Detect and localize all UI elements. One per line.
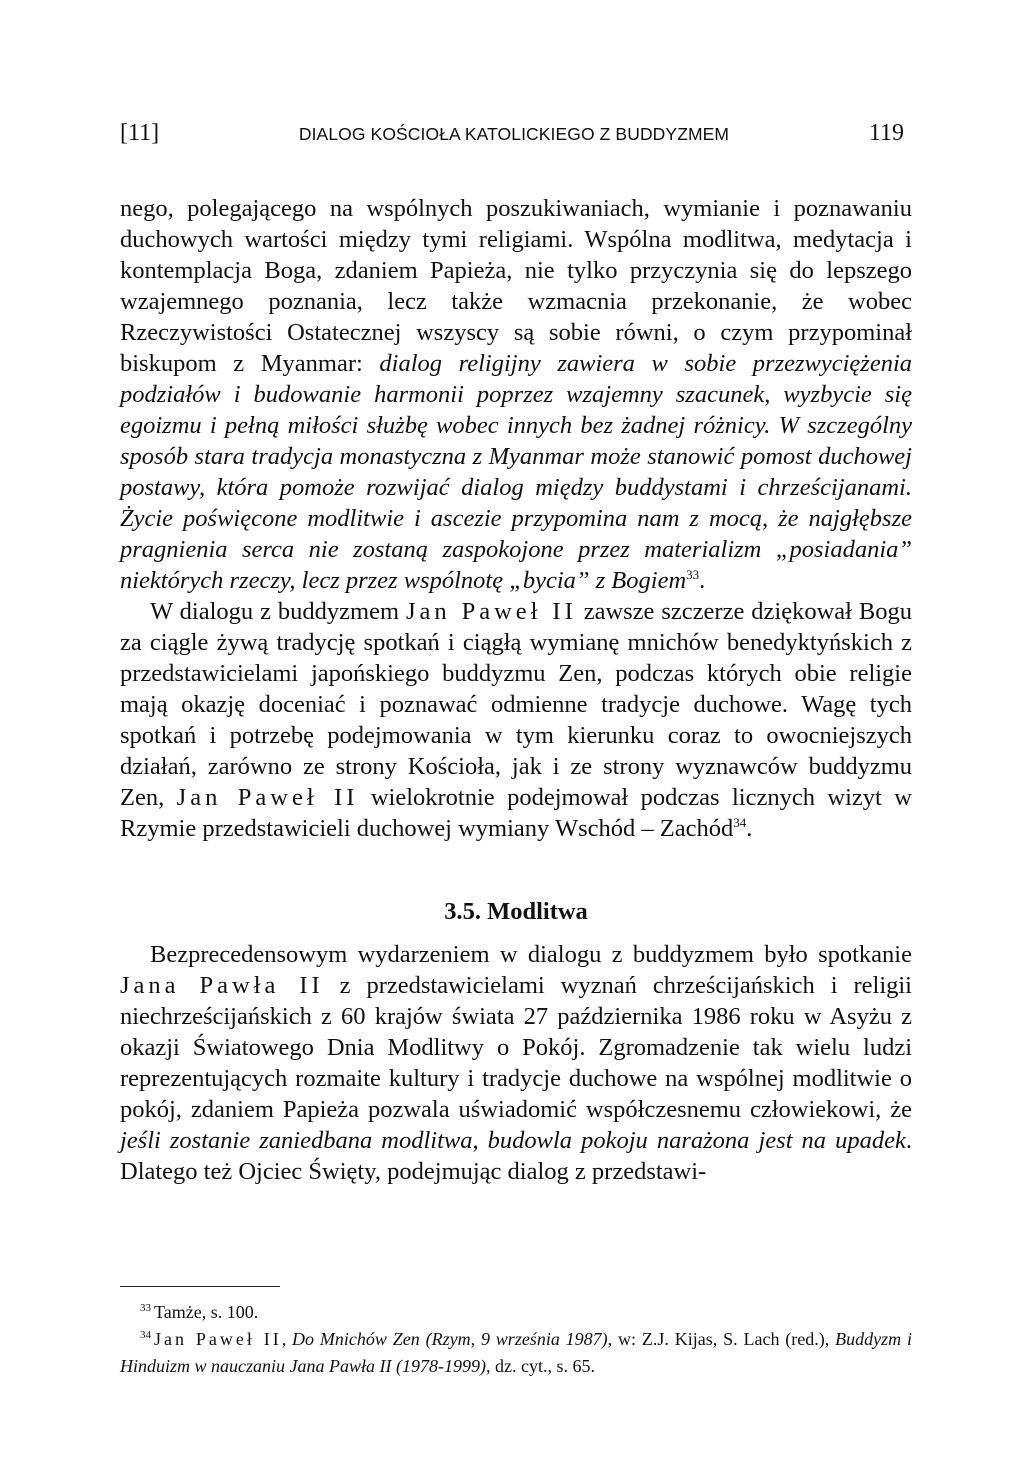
section-heading: 3.5. Modlitwa: [444, 898, 588, 925]
footnote-ref-33[interactable]: 33: [686, 566, 700, 582]
spaced-name: Jan Paweł II: [154, 1329, 282, 1349]
body-text: [120, 193, 912, 1187]
paragraph-3: Bezprecedensowym wydarzeniem w dialogu z buddyzmem było spotkanie Jana Pawła II z przedstawicielami wyznań chrześcijańskich i religii niechrześcijańskich z 60 krajów świata 27 października 1986 roku w Asyżu z okazji Światowego Dnia Modlitwy o Pokój. Zgromadzenie tak wielu ludzi reprezentujących rozmaite kultury i tradycje duchowe na wspólnej modlitwie o pokój, zdaniem Papieża pozwala uświadomić współczesnemu człowiekowi, że jeśli zostanie zaniedbana modlitwa, budowla pokoju narażona jest na upadek. Dlatego też Ojciec Święty, podejmując dialog z przedstawi-: [120, 941, 912, 1185]
paragraph-1: nego, polegającego na wspólnych poszukiwaniach, wymianie i poznawaniu duchowych wartości między tymi religiami. Wspólna modlitwa, medytacja i kontemplacja Boga, zdaniem Papieża, nie tylko przyczynia się do lepszego wzajemnego poznania, lecz także wzmacnia przekonanie, że wobec Rzeczywistości Ostatecznej wszyscy są sobie równi, o czym przypominał biskupom z Myanmar: dialog religijny zawiera w sobie przezwyciężenia podziałów i budowanie harmonii poprzez wzajemny szacunek, wyzbycie się egoizmu i pełną miłości służbę wobec innych bez żadnej różnicy. W szczególny sposób stara tradycja monastyczna z Myanmar może stanowić pomost duchowej postawy, która pomoże rozwijać dialog między buddystami i chrześcijanami. Życie poświęcone modlitwie i ascezie przypomina nam z mocą, że najgłębsze pragnienia serca nie zostaną zaspokojone przez materializm „posiadania” niektórych rzeczy, lecz przez wspólnotę „bycia” z Bogiem$^{33}$.: [120, 195, 913, 594]
running-header: [120, 120, 904, 160]
footnote-divider: [120, 1286, 280, 1287]
quotation: dialog religijny zawiera w sobie przezwyciężenia podziałów i budowanie harmonii poprzez wzajemny szacunek, wyzbycie się egoizmu i pełną miłości służbę wobec innych bez żadnej różnicy. W szczególny sposób stara tradycja monastyczna z Myanmar może stanowić pomost duchowej postawy, która pomoże rozwijać dialog między buddystami i chrześcijanami. Życie poświęcone modlitwie i ascezie przypomina nam z mocą, że najgłębsze pragnienia serca nie zostaną zaspokojone przez materializm „posiadania” niektórych rzeczy, lecz przez wspólnotę „bycia” z Bogiem: [120, 350, 913, 594]
spaced-name: Jan Paweł II: [176, 784, 359, 811]
footnotes: [120, 1299, 912, 1380]
footnote-34: $^{34}$ Jan Paweł II, Do Mnichów Zen (Rzym, 9 września 1987), w: Z.J. Kijas, S. Lach (red.), Buddyzm i Hinduizm w nauczaniu Jana Pawła II (1978-1999), dz. cyt., s. 65.: [120, 1329, 912, 1376]
spaced-name: Jana Pawła II: [120, 972, 324, 999]
footnote-33: $^{33}$ Tamże, s. 100.: [140, 1302, 259, 1322]
paragraph-2: W dialogu z buddyzmem Jan Paweł II zawsze szczerze dziękował Bogu za ciągle żywą tradycję spotkań i ciągłą wymianę mnichów benedyktyńskich z przedstawicielami japońskiego buddyzmu Zen, podczas których obie religie mają okazję doceniać i poznawać odmienne tradycje duchowe. Wagę tych spotkań i potrzebę podejmowania w tym kierunku coraz to owocniejszych działań, zarówno ze strony Kościoła, jak i ze strony wyznawców buddyzmu Zen, Jan Paweł II wielokrotnie podejmował podczas licznych wizyt w Rzymie przedstawicieli duchowej wymiany Wschód – Zachód$^{34}$.: [120, 598, 913, 842]
spaced-name: Jan Paweł II: [405, 598, 577, 625]
footnote-ref-34[interactable]: 34: [733, 814, 747, 830]
page-number: 119: [868, 120, 904, 146]
quotation: jeśli zostanie zaniedbana modlitwa, budowla pokoju narażona jest na upadek: [120, 1127, 906, 1154]
section-number: [11]: [120, 120, 160, 146]
running-title: DIALOG KOŚCIOŁA KATOLICKIEGO Z BUDDYZMEM: [298, 124, 730, 144]
